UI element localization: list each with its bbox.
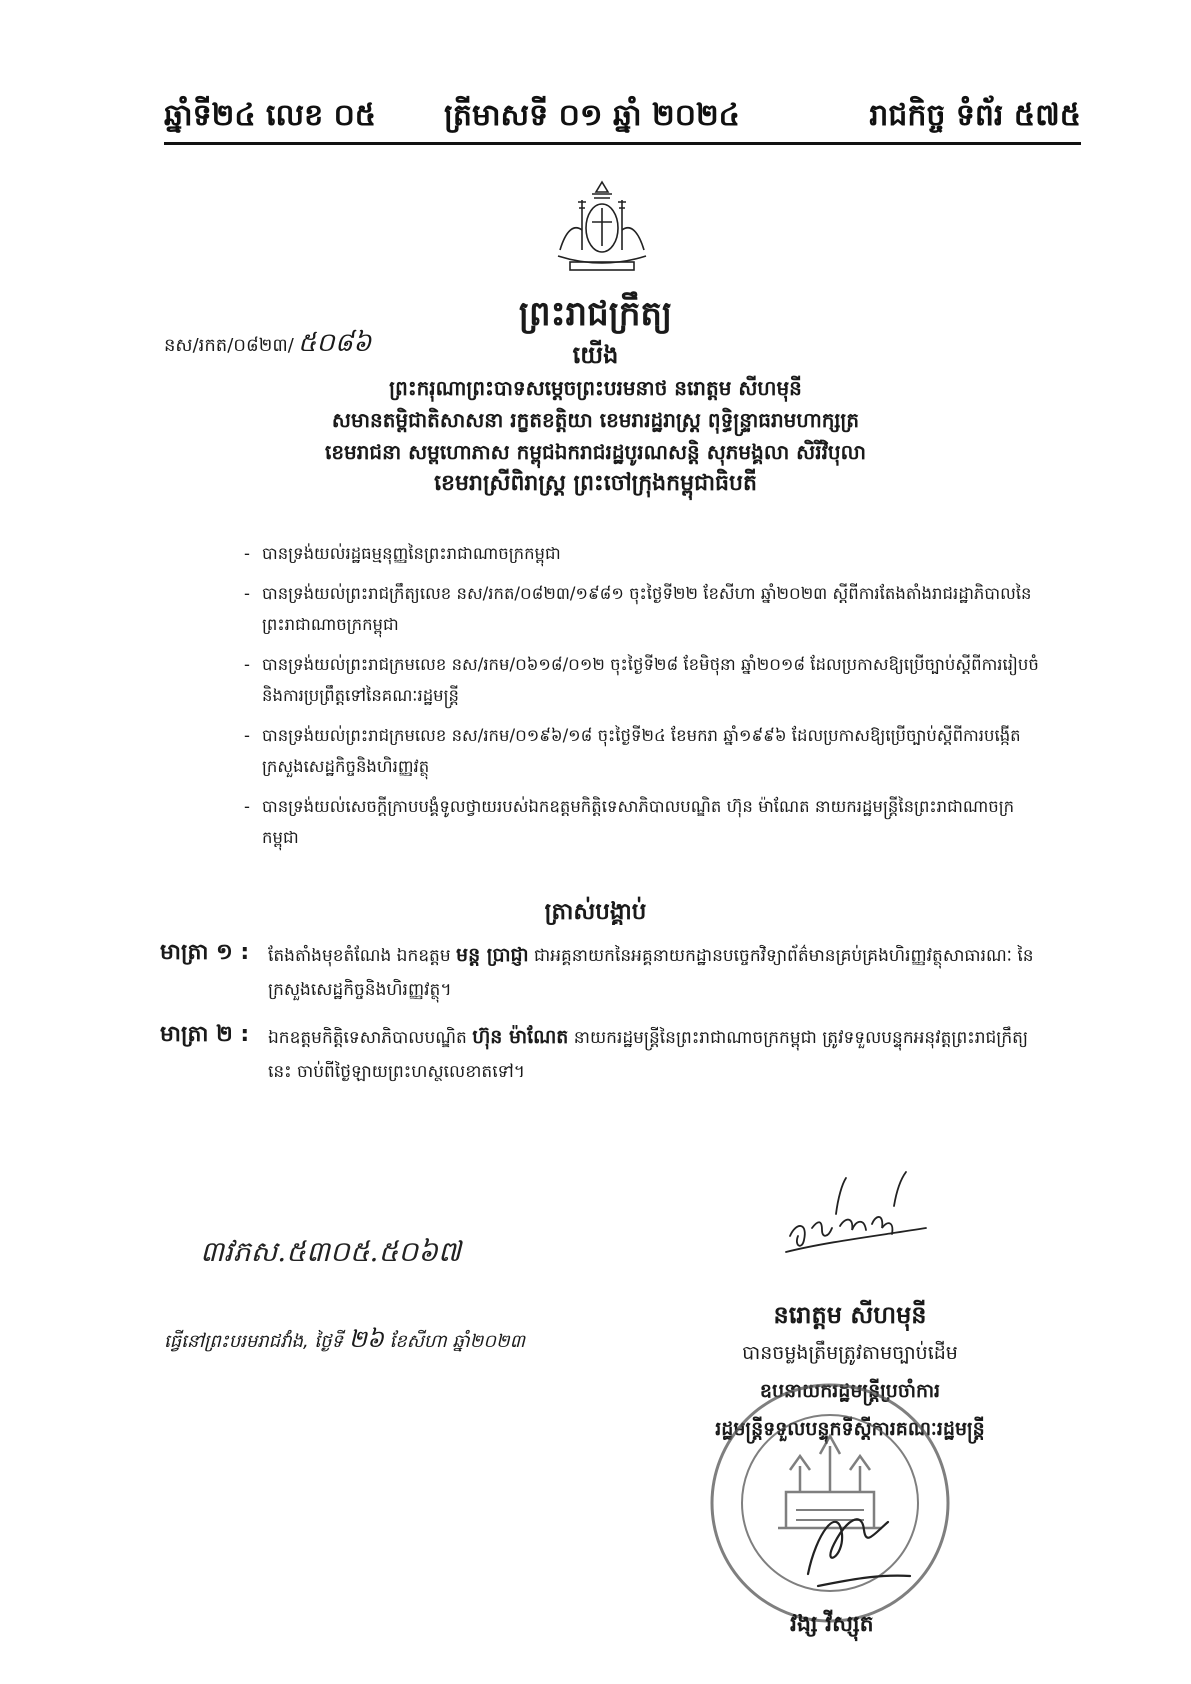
header-divider — [164, 142, 1081, 145]
king-signature — [782, 1166, 932, 1261]
gazette-header — [164, 96, 1081, 136]
bullet-dash: - — [244, 584, 250, 603]
appointee-name: មន្ត ប្រាជ្ញា — [456, 944, 529, 966]
king-title-line-2: សមានតម្ពិជាតិសាសនា រក្ខតខត្តិយា ខេមរារដ្ឋរាស្ត្រ ពុទ្ធិន្ទ្រាធរាមហាក្សត្រ — [331, 408, 860, 432]
king-title-line-4: ខេមរាស្រីពិរាស្ត្រ ព្រះចៅក្រុងកម្ពុជាធិបតី — [434, 471, 757, 496]
header-quarter: ត្រីមាសទី ០១ ឆ្នាំ ២០២៤ — [444, 98, 740, 133]
header-page: រាជកិច្ច ទំព័រ ៥៧៥ — [869, 98, 1081, 133]
bullet-dash: - — [244, 726, 250, 745]
reference-item: - បានទ្រង់យល់ព្រះរាជក្រមលេខ នស/រកម/០១៩៦/១៨ ចុះថ្ងៃទី២៤ ខែមករា ឆ្នាំ១៩៩៦ ដែលប្រកាសឱ្យប្រើច្បាប់ស្តីពីការបង្កើតក្រសួងសេដ្ឋកិច្ចនិងហិរញ្ញវត្ថុ — [244, 720, 1044, 782]
king-titles — [0, 372, 1191, 500]
reference-item: - បានទ្រង់យល់ព្រះរាជក្រមលេខ នស/រកម/០៦១៨/០១២ ចុះថ្ងៃទី២៨ ខែមិថុនា ឆ្នាំ២០១៨ ដែលប្រកាសឱ្យប្រើច្បាប់ស្តីពីការរៀបចំនិងការប្រព្រឹត្តទៅនៃគណៈរដ្ឋមន្ត្រី — [244, 649, 1044, 711]
handwritten-registration: ៣វភស.៥៣០៥.៥០៦៧ — [200, 1235, 461, 1268]
article-2-text: ឯកឧត្តមកិត្តិទេសាភិបាលបណ្ឌិត ហ៊ុន ម៉ាណែត នាយករដ្ឋមន្ត្រីនៃព្រះរាជាណាចក្រកម្ពុជា ត្រូវទទួលបន្ទុកអនុវត្តព្រះរាជក្រឹត្យនេះ ចាប់ពីថ្ងៃឡាយព្រះហស្ថលេខាតទៅ។ — [268, 1026, 1029, 1082]
place-date: ធ្វើនៅព្រះបរមរាជវាំង, ថ្ងៃទី ២៦ ខែសីហា ឆ្នាំ២០២៣ — [164, 1325, 525, 1353]
bullet-dash: - — [244, 655, 250, 674]
reference-item: - បានទ្រង់យល់សេចក្តីក្រាបបង្គំទូលថ្វាយរបស់ឯកឧត្តមកិត្តិទេសាភិបាលបណ្ឌិត ហ៊ុន ម៉ាណែត នាយករដ្ឋមន្ត្រីនៃព្រះរាជាណាចក្រកម្ពុជា — [244, 791, 1044, 853]
king-title-line-3: ខេមរាជនា សម្ពហោភាស កម្ពុជឯករាជរដ្ឋបូរណសន្តិ សុភមង្គលា សិរីវិបុលា — [324, 440, 867, 464]
prime-minister-name: ហ៊ុន ម៉ាណែត — [472, 1026, 569, 1048]
bullet-dash: - — [244, 544, 250, 563]
header-issue: ឆ្នាំទី២៤ លេខ ០៥ — [164, 98, 377, 133]
reference-item: - បានទ្រង់យល់ព្រះរាជក្រឹត្យលេខ នស/រកត/០៨២៣/១៩៨១ ចុះថ្ងៃទី២២ ខែសីហា ឆ្នាំ២០២៣ ស្តីពីការតែងតាំងរាជរដ្ឋាភិបាលនៃព្រះរាជាណាចក្រកម្ពុជា — [244, 578, 1044, 640]
minister-name: វង្ស វីស្សុត — [790, 1612, 874, 1637]
article-1 — [160, 938, 1040, 1007]
minister-title-1: ឧបនាយករដ្ឋមន្ត្រីប្រចាំការ — [759, 1380, 941, 1402]
king-name: នរោត្តម សីហមុនី — [773, 1301, 927, 1329]
bullet-dash: - — [244, 797, 250, 816]
day-handwritten: ២៦ — [348, 1325, 384, 1353]
article-2-label: មាត្រា ២ : — [160, 1022, 250, 1047]
certified-copy-note: បានចម្លងត្រឹមត្រូវតាមច្បាប់ដើម — [742, 1342, 958, 1364]
we-heading: យើង — [572, 341, 619, 369]
official-seal — [700, 1378, 960, 1628]
minister-title-2: រដ្ឋមន្ត្រីទទួលបន្ទុកទីស្តីការគណៈរដ្ឋមន្ត្រី — [715, 1418, 985, 1440]
article-2 — [160, 1020, 1040, 1089]
legal-references — [244, 538, 1044, 862]
king-title-line-1: ព្រះករុណាព្រះបាទសម្តេចព្រះបរមនាថ នរោត្តម សីហមុនី — [389, 376, 802, 400]
announcement-heading: ត្រាស់បង្គាប់ — [544, 899, 647, 925]
reference-item: - បានទ្រង់យល់រដ្ឋធម្មនុញ្ញនៃព្រះរាជាណាចក្រកម្ពុជា — [244, 538, 1044, 569]
article-1-text: តែងតាំងមុខតំណែង ឯកឧត្តម មន្ត ប្រាជ្ញា ជាអគ្គនាយកនៃអគ្គនាយកដ្ឋានបច្ចេកវិទ្យាព័ត៌មានគ្រប់គ្រងហិរញ្ញវត្ថុសាធារណៈ នៃក្រសួងសេដ្ឋកិច្ចនិងហិរញ្ញវត្ថុ។ — [268, 944, 1034, 1000]
reference-number: នស/រកត/០៨២៣/ — [164, 335, 294, 356]
royal-arms-emblem — [548, 178, 656, 278]
decree-title: ព្រះរាជក្រឹត្យ — [518, 294, 673, 334]
article-1-label: មាត្រា ១ : — [160, 940, 250, 965]
reference-handwritten-number: ៥០៨៦ — [297, 328, 372, 358]
